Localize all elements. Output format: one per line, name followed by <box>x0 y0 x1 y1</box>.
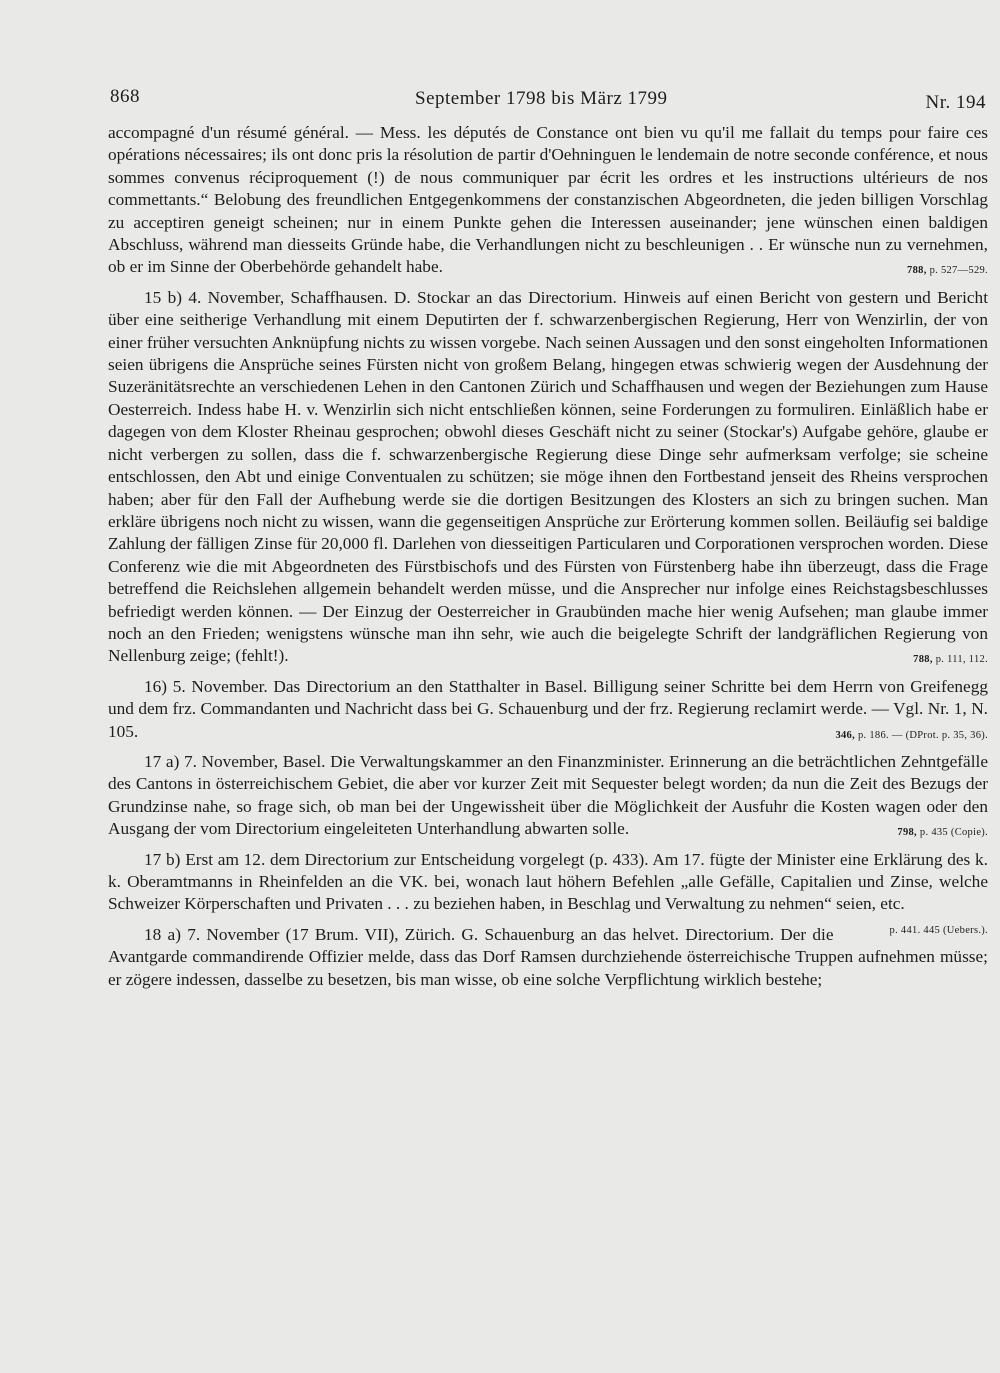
running-header <box>110 86 990 116</box>
source-reference: 346, p. 186. — (DProt. p. 35, 36). <box>835 729 988 741</box>
document-number: Nr. 194 <box>925 92 986 113</box>
source-reference: 788, p. 111, 112. <box>913 654 988 666</box>
paragraph-text: 17 b) Erst am 12. dem Directorium zur Entscheidung vorgelegt (p. 433). Am 17. fügte der Minister eine Erklärung des k. k. Oberamtmanns in Rheinfelden an die VK. bei, wonach laut höhern Befehlen „alle Gefälle, Capitalien und Zinse, welche Schweizer Körperschaften und Privaten . . . zu beziehen haben, in Beschlag und Verwaltung zu nehmen“ seien, etc. <box>108 849 988 914</box>
source-reference: 798, p. 435 (Copie). <box>897 827 988 839</box>
paragraph-text: accompagné d'un résumé général. — Mess. les députés de Constance ont bien vu qu'il me fallait du temps pour faire ces opérations nécessaires; ils ont donc pris la résolution de partir d'Oehninguen le lendemain de notre seconde conférence, et nous sommes convenus réciproquement (!) de nous communiquer par écrit les ordres et les instructions ultérieurs de nos commettants.“ Belobung des freundlichen Entgegenkommens der constanzischen Abgeordneten, die jeden billigen Vorschlag zu acceptiren geneigt scheinen; nur in einem Punkte gehen die Interessen auseinander; jene wünschen einen baldigen Abschluss, während man diesseits Gründe habe, die Verhandlungen nicht zu beschleunigen . . Er wünsche nun zu vernehmen, ob er im Sinne der Oberbehörde gehandelt habe. <box>108 123 988 277</box>
paragraph-text: 15 b) 4. November, Schaffhausen. D. Stockar an das Directorium. Hinweis auf einen Bericht von gestern und Bericht über eine seitherige Verhandlung mit einem Deputirten der f. schwarzenbergischen Regierung, Herr von Wenzirlin, der von einer früher versuchten Anknüpfung nichts zu wissen vorgebe. Nach seinen Aussagen und den sonst eingeholten Informationen seien übrigens die Ansprüche seines Fürsten nicht von großem Belang, hingegen etwas schwierig wegen der Ausdehnung der Suzeränitätsrechte an verschiedenen Lehen in den Cantonen Zürich und Schaffhausen und wegen der Beziehungen zum Hause Oesterreich. Indess habe H. v. Wenzirlin sich nicht entschließen können, seine Forderungen zu formuliren. Einläßlich habe er dagegen von dem Kloster Rheinau gesprochen; obwohl dieses Geschäft nicht zu seiner (Stockar's) Aufgabe gehöre, glaube er nicht verbergen zu sollen, dass die f. schwarzenbergische Regierung diese Dinge sehr aufmerksam verfolge; sie scheine entschlossen, den Abt und einige Conventualen zu schützen; sie möge ihnen den Fortbestand jenseit des Rheins versprochen haben; aber für den Fall der Aufhebung werde sie die dortigen Besitzungen des Klosters an sich zu bringen suchen. Man erkläre übrigens noch nicht zu wissen, wann die gegenseitigen Ansprüche zur Erörterung kommen sollen. Beiläufig sei baldige Zahlung der fälligen Zinse für 20,000 fl. Darlehen von diesseitigen Particularen und Corporationen versprochen worden. Diese Conferenz wie die mit Abgeordneten des Fürstbischofs und des Fürsten von Fürstenberg habe ihn überzeugt, dass die Frage betreffend die Reichslehen allgemein behandelt werden müsse, und die Ansprecher nur infolge eines Reichstagsbeschlusses befriedigt werden können. — Der Einzug der Oesterreicher in Graubünden mache hier wenig Aufsehen; man glaube immer noch an den Frieden; wenigstens wünsche man ihn sehr, wie auch die beigelegte Schrift der landgräflichen Regierung von Nellenburg zeige; (fehlt!). <box>108 287 988 666</box>
paragraph <box>108 676 988 743</box>
source-reference: p. 441. 445 (Uebers.). <box>889 924 988 936</box>
paragraph-text: 17 a) 7. November, Basel. Die Verwaltungskammer an den Finanzminister. Erinnerung an die beträchtlichen Zehntgefälle des Cantons in österreichischem Gebiet, die aber vor kurzer Zeit mit Sequester belegt worden; da nun die Zeit des Bezugs der Grundzinse nahe, so frage sich, ob man bei der Ungewissheit über die Möglichkeit der Ausfuhr die Kosten wagen oder den Ausgang der vom Directorium eingeleiteten Unterhandlung abwarten solle. <box>108 751 988 839</box>
paragraph <box>108 849 988 936</box>
paragraph <box>108 122 988 279</box>
paragraph-text: 18 a) 7. November (17 Brum. VII), Zürich. G. Schauenburg an das helvet. Directorium. Der die Avantgarde commandirende Offizier melde, dass das Dorf Ramsen durchziehende österreichische Truppen aufnehmen müsse; er zögere indessen, dasselbe zu besetzen, bis man wisse, ob eine solche Verpflichtung wirklich bestehe; <box>108 924 988 989</box>
page-number: 868 <box>110 86 140 107</box>
paragraph <box>108 287 988 668</box>
running-title: September 1798 bis März 1799 <box>415 88 668 109</box>
body-text <box>108 122 988 991</box>
source-reference: 788, p. 527—529. <box>907 265 988 277</box>
paragraph-text: 16) 5. November. Das Directorium an den Statthalter in Basel. Billigung seiner Schritte bei dem Herrn von Greifenegg und dem frz. Commandanten und Nachricht dass bei G. Schauenburg und der frz. Regierung reclamirt werde. — Vgl. Nr. 1, N. 105. <box>108 676 988 741</box>
paragraph <box>108 751 988 841</box>
